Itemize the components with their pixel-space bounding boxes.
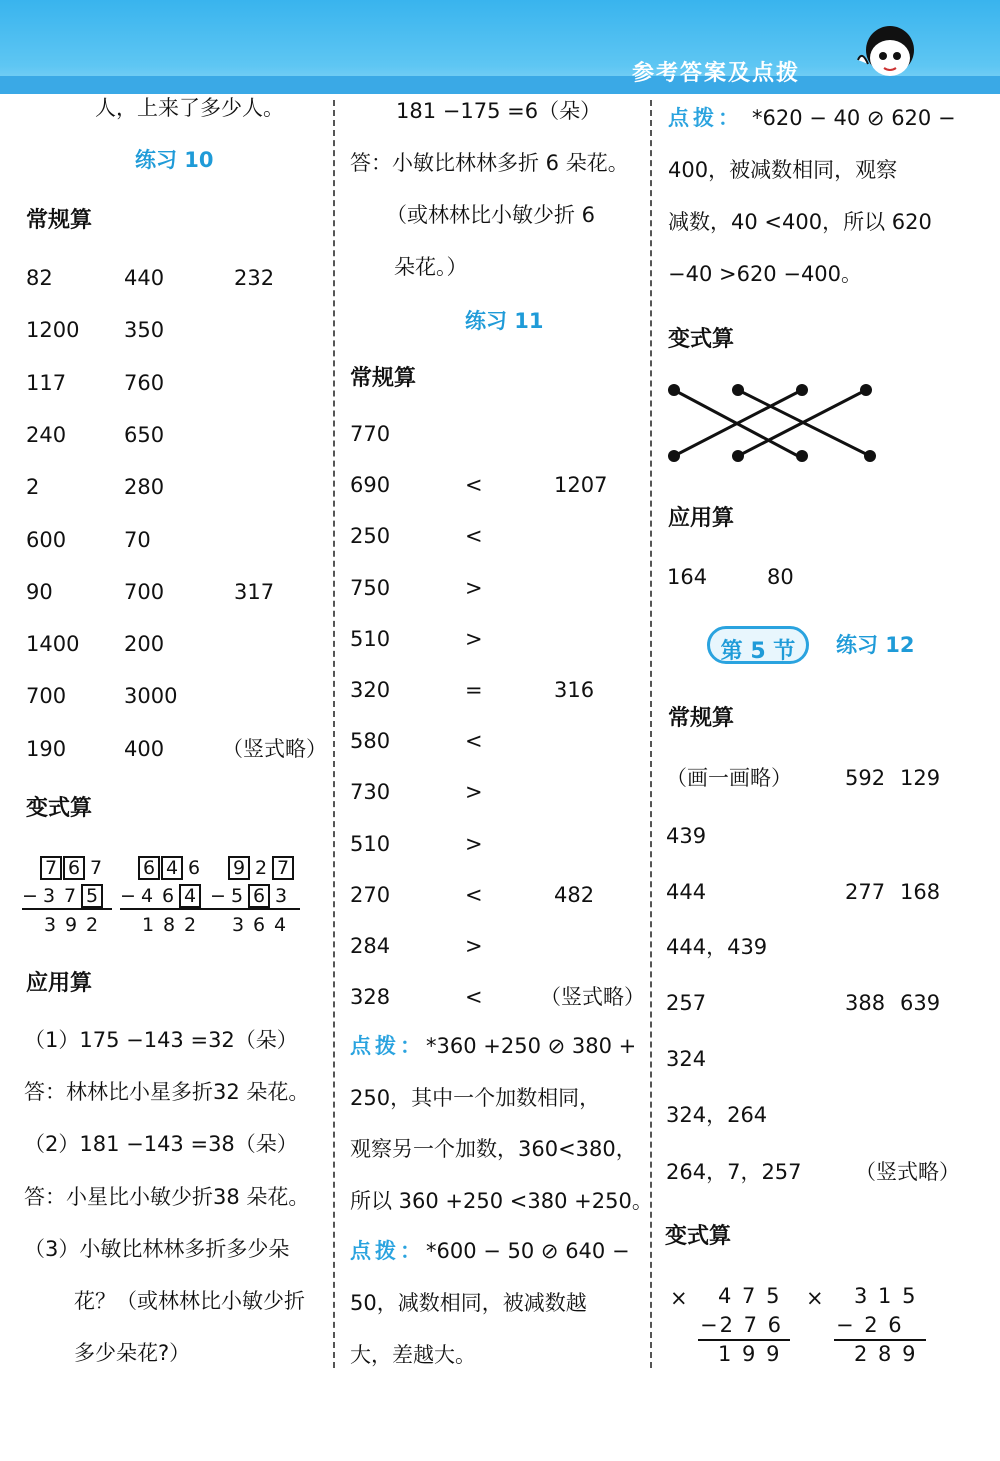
digit: 9 [64, 914, 78, 936]
col3-bianshi-heading-2: 变式算 [665, 1224, 732, 1249]
col1-row-cell: 200 [124, 632, 165, 657]
multiply-mark: × [806, 1286, 824, 1310]
col3-dianbo-line: 400，被减数相同，观察 [668, 158, 898, 182]
col2-dianbo-label-2: 点拨： [350, 1239, 425, 1263]
digit: 6 [187, 857, 201, 879]
col2-row-cell: < [465, 729, 483, 754]
vertical-result-row: 1 9 9 [718, 1342, 782, 1366]
col1-row-cell: 280 [124, 475, 165, 500]
vertical-result-row: 2 8 9 [854, 1342, 918, 1366]
col2-row-cell: > [465, 575, 483, 600]
filled-box-digit: 4 [179, 884, 201, 908]
col1-bianshi-heading: 变式算 [26, 796, 93, 821]
col3-row-cell: 324，264 [666, 1103, 768, 1127]
col1-row-cell: 700 [26, 684, 67, 709]
digit: 5 [230, 885, 244, 907]
vertical-rule [210, 908, 300, 910]
col1-top-line: 人，上来了多少人。 [95, 96, 284, 120]
col1-row-cell: 760 [124, 370, 165, 395]
col2-top-line: （或林林比小敏少折 6 [386, 203, 596, 227]
minus-sign: − [22, 885, 38, 907]
col2-row-cell: 328 [350, 985, 391, 1010]
col2-dianbo-label-1: 点拨： [350, 1034, 425, 1058]
col3-row-cell: 257 [666, 991, 707, 1015]
col1-app-line: 多少朵花?） [74, 1341, 191, 1366]
vertical-top-row [138, 856, 205, 880]
col3-dianbo-line: 减数，40 <400，所以 620 [668, 210, 932, 234]
section-badge: 第 5 节 [707, 626, 809, 664]
header-title: 参考答案及点拨 [632, 61, 801, 86]
minus-sign: − [210, 885, 226, 907]
vertical-res-row [40, 914, 103, 935]
digit: 7 [63, 885, 77, 907]
col2-dianbo2-line: 50，减数相同，被减数越 [350, 1291, 587, 1315]
col2-row-cell: < [465, 524, 483, 549]
col2-row-cell: > [465, 831, 483, 856]
minus-sign: − [120, 885, 136, 907]
digit: 2 [254, 857, 268, 879]
col3-row-cell: 444 [666, 880, 707, 904]
digit: 3 [42, 885, 56, 907]
col1-row-cell: 650 [124, 422, 165, 447]
col2-row-cell: = [465, 678, 483, 702]
col2-row-cell: 690 [350, 473, 391, 498]
col2-row-cell: > [465, 934, 483, 958]
vertical-rule [120, 908, 210, 910]
col1-row-cell: 70 [124, 527, 151, 552]
col2-dianbo1-line: *360 +250 ⊘ 380 + [426, 1034, 637, 1058]
vertical-rule [834, 1339, 926, 1341]
vertical-res-row [228, 914, 291, 935]
col2-row-cell: 1207 [554, 473, 608, 498]
col3-yy-value-1: 164 [667, 565, 708, 589]
col2-row-cell: 580 [350, 729, 391, 754]
multiply-mark: × [670, 1286, 688, 1310]
col3-row-cell: 592 [845, 766, 886, 790]
col2-dianbo1-line: 观察另一个加数，360<380， [350, 1137, 637, 1161]
col3-row-cell: 388 [845, 991, 886, 1015]
filled-box-digit: 6 [248, 884, 270, 908]
col3-dianbo-line: −40 >620 −400。 [668, 262, 863, 286]
col1-app-line: （2）181 −143 =38（朵） [24, 1132, 298, 1157]
filled-box-digit: 5 [81, 884, 103, 908]
col2-dianbo1-line: 所以 360 +250 <380 +250。 [350, 1188, 653, 1213]
col2-row-cell: > [465, 780, 483, 805]
digit: 2 [183, 914, 197, 936]
col2-row-cell: 250 [350, 524, 391, 549]
col3-row-cell: 639 [900, 991, 941, 1015]
col1-row-cell: 1200 [26, 318, 80, 343]
col1-row-cell: 600 [26, 527, 67, 552]
col2-dianbo1-line: 250，其中一个加数相同， [350, 1085, 601, 1110]
col2-row-cell: 320 [350, 678, 391, 702]
col3-changgui-heading: 常规算 [668, 706, 735, 731]
col3-row-cell: 168 [900, 880, 941, 904]
column-divider-2 [650, 100, 652, 1368]
col1-row-cell: 190 [26, 736, 67, 761]
digit: 3 [274, 885, 288, 907]
col1-row-cell: 317 [234, 579, 275, 604]
col3-row-cell: 444，439 [666, 935, 768, 959]
vertical-top-row [228, 856, 295, 880]
digit: 6 [161, 885, 175, 907]
col1-changgui-heading: 常规算 [26, 208, 93, 233]
col3-row-cell: 129 [900, 766, 941, 790]
col2-row-cell: 750 [350, 575, 391, 600]
vertical-sub-row [22, 884, 104, 908]
col1-yingyong-heading: 应用算 [26, 971, 93, 996]
digit: 4 [273, 914, 287, 936]
matching-lines-diagram [660, 378, 890, 468]
col1-row-cell: 82 [26, 266, 53, 290]
col2-row-cell: 770 [350, 422, 391, 446]
col3-bianshi-heading: 变式算 [668, 327, 735, 352]
col2-top-line: 答：小敏比林林多折 6 朵花。 [350, 151, 629, 175]
col1-row-cell: 1400 [26, 632, 80, 657]
col3-row-cell: 264，7，257 [666, 1160, 802, 1184]
col2-row-cell: 270 [350, 882, 391, 907]
col1-row-cell: 90 [26, 579, 53, 604]
col2-dianbo2-line: *600 − 50 ⊘ 640 − [426, 1239, 630, 1263]
col2-top-line: 朵花。） [394, 255, 468, 279]
col1-lianxi-title: 练习 10 [135, 148, 214, 172]
filled-box-digit: 6 [138, 856, 160, 880]
digit: 8 [162, 914, 176, 936]
digit: 1 [141, 914, 155, 936]
col1-row-cell: 117 [26, 370, 67, 395]
digit: 7 [89, 857, 103, 879]
vertical-sub-row [210, 884, 292, 908]
col3-lianxi-title: 练习 12 [836, 633, 915, 657]
filled-box-digit: 4 [161, 856, 183, 880]
col2-top-line: 181 −175 =6（朵） [396, 99, 602, 123]
col1-row-cell: 350 [124, 318, 165, 343]
col1-app-line: 答：林林比小星多折32 朵花。 [24, 1080, 310, 1105]
vertical-sub-row [120, 884, 202, 908]
col1-row-cell: 3000 [124, 684, 178, 709]
col1-app-line: （3）小敏比林林多折多少朵 [24, 1236, 290, 1261]
col2-row-cell: 730 [350, 780, 391, 805]
digit: 2 [85, 914, 99, 936]
filled-box-digit: 7 [272, 856, 294, 880]
col2-row-cell: > [465, 626, 483, 651]
col2-lianxi-title: 练习 11 [465, 309, 544, 333]
vertical-rule [698, 1339, 790, 1341]
col3-row-cell: （画一画略） [666, 766, 792, 790]
col2-row-cell: 510 [350, 626, 391, 651]
col1-row-cell: 2 [26, 475, 40, 500]
col1-row-cell: 240 [26, 422, 67, 447]
filled-box-digit: 9 [228, 856, 250, 880]
col2-row-cell: 316 [554, 678, 595, 702]
col3-dianbo-line: *620 − 40 ⊘ 620 − [752, 106, 956, 130]
vertical-res-row [138, 914, 201, 935]
col2-row-cell: （竖式略） [540, 985, 645, 1010]
col1-row-cell: 440 [124, 266, 165, 290]
vertical-sub-row: −2 7 6 [700, 1313, 784, 1337]
col3-dianbo-label: 点拨： [668, 106, 743, 130]
column-divider-1 [333, 100, 335, 1368]
digit: 3 [231, 914, 245, 936]
vertical-top-row: 3 1 5 [854, 1284, 918, 1308]
digit: 4 [140, 885, 154, 907]
filled-box-digit: 6 [63, 856, 85, 880]
col2-row-cell: < [465, 473, 483, 498]
col3-row-cell: 277 [845, 880, 886, 904]
col3-row-cell: 324 [666, 1047, 707, 1071]
vertical-top-row [40, 856, 107, 880]
digit: 6 [252, 914, 266, 936]
col1-row-cell: 400 [124, 736, 165, 761]
digit: 3 [43, 914, 57, 936]
col1-app-line: （1）175 −143 =32（朵） [24, 1028, 298, 1052]
col2-changgui-heading: 常规算 [350, 366, 417, 391]
col2-dianbo2-line: 大，差越大。 [350, 1343, 476, 1367]
col3-yingyong-heading: 应用算 [668, 506, 735, 531]
col2-row-cell: < [465, 985, 483, 1010]
col3-yy-value-2: 80 [767, 565, 794, 589]
col2-row-cell: 510 [350, 831, 391, 856]
col1-row-cell: （竖式略） [222, 736, 327, 761]
col3-row-cell: （竖式略） [855, 1160, 960, 1184]
col2-row-cell: 482 [554, 882, 595, 907]
col1-app-line: 花？（或林林比小敏少折 [74, 1289, 305, 1313]
col1-row-cell: 232 [234, 266, 275, 290]
col2-row-cell: 284 [350, 934, 391, 958]
col1-row-cell: 700 [124, 579, 165, 604]
col2-row-cell: < [465, 882, 483, 907]
vertical-top-row: 4 7 5 [718, 1284, 782, 1308]
vertical-sub-row: − 2 6 [836, 1313, 904, 1337]
mascot-icon [850, 20, 920, 90]
col1-app-line: 答：小星比小敏少折38 朵花。 [24, 1184, 310, 1209]
filled-box-digit: 7 [40, 856, 62, 880]
col3-row-cell: 439 [666, 824, 707, 848]
vertical-rule [22, 908, 112, 910]
